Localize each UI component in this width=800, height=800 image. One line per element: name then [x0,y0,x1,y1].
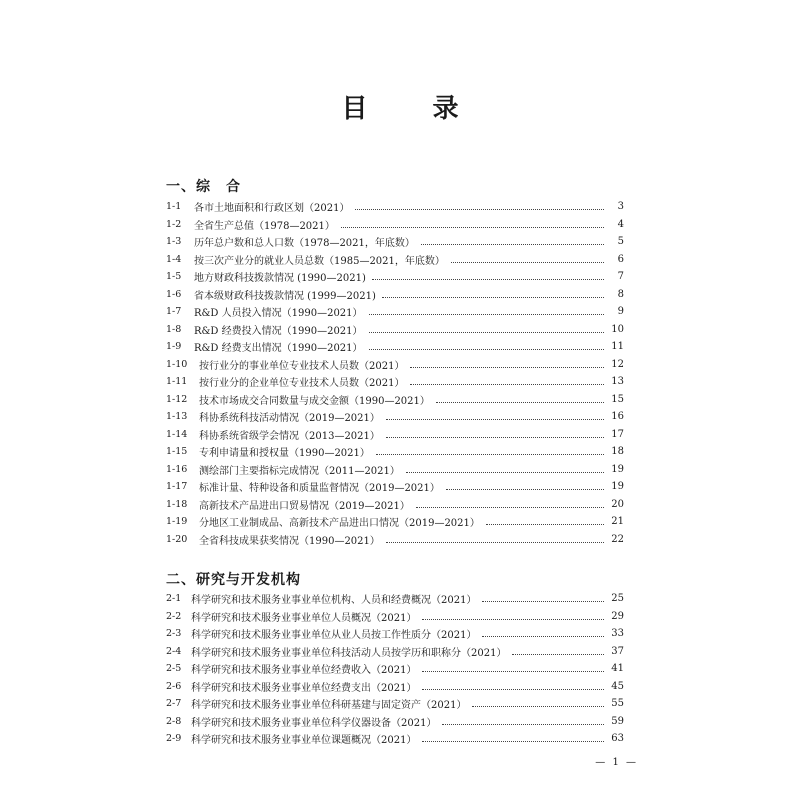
toc-entry-number: 1-14 [166,428,188,440]
toc-entry-number: 2-6 [166,680,182,692]
toc-entry-number: 1-6 [166,288,182,300]
toc-entry-page-number: 9 [617,306,624,318]
toc-entry-number: 1-19 [166,516,188,528]
toc-entry[interactable] [166,198,624,216]
dot-leader [482,626,604,637]
toc-entry-page-number: 7 [617,271,624,283]
dot-leader [446,479,604,490]
dot-leader [436,392,604,403]
dot-leader [482,591,604,602]
toc-entry-number: 1-20 [166,533,188,545]
toc-entry[interactable] [166,730,624,748]
toc-entry-number: 2-5 [166,663,182,675]
toc-entry-page-number: 25 [611,593,624,605]
dot-leader [341,217,604,228]
toc-entry-page-number: 15 [611,393,624,405]
dot-leader [406,462,604,473]
toc-entry-number: 1-16 [166,463,188,475]
toc-entry-title: 各市土地面积和行政区划（2021） [194,203,350,215]
toc-entry-title: 科学研究和技术服务业事业单位科学仪器设备（2021） [191,717,437,729]
toc-entry[interactable] [166,268,624,286]
dot-leader [422,731,604,742]
toc-entry[interactable] [166,590,624,608]
dot-leader [416,497,604,508]
toc-entry[interactable] [166,391,624,409]
dot-leader [422,661,604,672]
dot-leader [421,234,604,245]
toc-entry-number: 2-1 [166,593,182,605]
toc-entry-title: 分地区工业制成品、高新技术产品进出口情况（2019—2021） [199,518,480,530]
dot-leader [382,287,604,298]
toc-entry-number: 1-5 [166,271,182,283]
toc-entry-number: 1-10 [166,358,188,370]
toc-entry-page-number: 63 [611,733,624,745]
dot-leader [372,269,604,280]
toc-entry-title: 科学研究和技术服务业事业单位科研基建与固定资产（2021） [191,700,467,712]
toc-entry-page-number: 17 [611,428,624,440]
toc-entry-page-number: 8 [617,288,624,300]
dot-leader [410,357,604,368]
toc-entry-title: 科学研究和技术服务业事业单位人员概况（2021） [191,612,417,624]
dot-leader [442,714,604,725]
toc-entry[interactable] [166,356,624,374]
toc-entry-page-number: 45 [611,680,624,692]
dot-leader [386,532,604,543]
toc-entry-page-number: 21 [611,516,624,528]
toc-entry-page-number: 4 [617,218,624,230]
toc-entry-title: 专利申请量和授权量（1990—2021） [199,448,370,460]
toc-entry-title: R&D 人员投入情况（1990—2021） [194,308,363,320]
dot-leader [376,444,604,455]
toc-list-section-2 [166,590,624,748]
toc-entry-page-number: 37 [611,645,624,657]
toc-entry-page-number: 11 [611,341,624,353]
toc-entry[interactable] [166,233,624,251]
page-title: 目 录 [341,94,487,124]
toc-entry-number: 1-13 [166,411,188,423]
toc-entry-number: 1-12 [166,393,188,405]
toc-entry-number: 1-3 [166,236,182,248]
toc-entry-title: 全省科技成果获奖情况（1990—2021） [199,535,380,547]
toc-entry-title: 科学研究和技术服务业事业单位科技活动人员按学历和职称分（2021） [191,647,507,659]
toc-entry[interactable] [166,251,624,269]
toc-entry-title: 科学研究和技术服务业事业单位经费支出（2021） [191,682,417,694]
section-heading-2: 二、研究与开发机构 [166,572,301,588]
page-number-footer: — 1 — [595,757,638,768]
dot-leader [422,609,604,620]
toc-entry[interactable] [166,408,624,426]
toc-entry-title: 高新技术产品进出口贸易情况（2019—2021） [199,500,410,512]
toc-entry[interactable] [166,695,624,713]
dot-leader [369,304,604,315]
dot-leader [410,374,604,385]
toc-entry[interactable] [166,303,624,321]
section-heading-1: 一、综 合 [166,179,241,195]
dot-leader [512,644,604,655]
toc-entry-title: 科协系统省级学会情况（2013—2021） [199,430,380,442]
toc-entry[interactable] [166,216,624,234]
toc-entry-number: 1-18 [166,498,188,510]
toc-entry-page-number: 41 [611,663,624,675]
toc-entry-page-number: 16 [611,411,624,423]
toc-entry-page-number: 19 [611,481,624,493]
toc-entry-title: 按三次产业分的就业人员总数（1985—2021，年底数） [194,255,445,267]
toc-entry-number: 1-1 [166,201,182,213]
dot-leader [451,252,604,263]
toc-entry[interactable] [166,478,624,496]
toc-entry-number: 2-8 [166,715,182,727]
toc-entry-page-number: 29 [611,610,624,622]
toc-entry-number: 2-4 [166,645,182,657]
toc-entry-title: 按行业分的企业单位专业技术人员数（2021） [199,378,405,390]
dot-leader [486,514,604,525]
toc-entry-title: 科学研究和技术服务业事业单位机构、人员和经费概况（2021） [191,595,477,607]
toc-entry-title: 技术市场成交合同数量与成交金额（1990—2021） [199,395,430,407]
toc-entry-page-number: 20 [611,498,624,510]
toc-entry-title: 历年总户数和总人口数（1978—2021，年底数） [194,238,415,250]
toc-entry-page-number: 3 [617,201,624,213]
toc-entry-number: 2-3 [166,628,182,640]
toc-entry-number: 1-9 [166,341,182,353]
toc-entry[interactable] [166,678,624,696]
toc-entry-number: 2-7 [166,698,182,710]
toc-entry[interactable] [166,373,624,391]
toc-entry-page-number: 6 [617,253,624,265]
dot-leader [422,679,604,690]
toc-entry-title: R&D 经费投入情况（1990—2021） [194,325,363,337]
dot-leader [386,409,604,420]
toc-entry-title: 地方财政科技拨款情况 (1990—2021) [194,273,366,285]
toc-entry-title: 全省生产总值（1978—2021） [194,220,335,232]
toc-entry[interactable] [166,531,624,549]
toc-entry-number: 1-4 [166,253,182,265]
toc-entry[interactable] [166,713,624,731]
toc-entry-number: 2-9 [166,733,182,745]
toc-entry[interactable] [166,660,624,678]
toc-entry[interactable] [166,643,624,661]
toc-entry[interactable] [166,426,624,444]
toc-entry-title: 标准计量、特种设备和质量监督情况（2019—2021） [199,483,440,495]
toc-entry-number: 1-15 [166,446,188,458]
dot-leader [472,696,604,707]
toc-entry-number: 1-17 [166,481,188,493]
dot-leader [369,339,604,350]
toc-entry[interactable] [166,286,624,304]
toc-entry[interactable] [166,443,624,461]
toc-entry-number: 1-11 [166,376,188,388]
toc-entry-page-number: 10 [611,323,624,335]
toc-entry-page-number: 59 [611,715,624,727]
toc-entry[interactable] [166,513,624,531]
toc-entry-number: 1-2 [166,218,182,230]
toc-entry-page-number: 12 [611,358,624,370]
toc-entry-title: 按行业分的事业单位专业技术人员数（2021） [199,360,405,372]
dot-leader [369,322,604,333]
toc-entry[interactable] [166,461,624,479]
toc-entry-title: 省本级财政科技拨款情况 (1999—2021) [194,290,376,302]
toc-entry-page-number: 55 [611,698,624,710]
toc-entry[interactable] [166,496,624,514]
toc-entry-title: 测绘部门主要指标完成情况（2011—2021） [199,465,400,477]
toc-list-section-1 [166,198,624,548]
toc-entry-number: 1-8 [166,323,182,335]
toc-entry-page-number: 19 [611,463,624,475]
toc-entry-title: 科学研究和技术服务业事业单位从业人员按工作性质分（2021） [191,630,477,642]
toc-entry-page-number: 5 [617,236,624,248]
toc-entry[interactable] [166,625,624,643]
toc-entry[interactable] [166,338,624,356]
toc-entry-number: 2-2 [166,610,182,622]
toc-entry-page-number: 22 [611,533,624,545]
toc-entry-title: 科学研究和技术服务业事业单位课题概况（2021） [191,735,417,747]
toc-entry-page-number: 13 [611,376,624,388]
dot-leader [386,427,604,438]
toc-entry-title: R&D 经费支出情况（1990—2021） [194,343,363,355]
toc-entry-number: 1-7 [166,306,182,318]
toc-entry-page-number: 18 [611,446,624,458]
toc-entry-title: 科协系统科技活动情况（2019—2021） [199,413,380,425]
toc-entry-page-number: 33 [611,628,624,640]
toc-entry[interactable] [166,608,624,626]
dot-leader [355,199,604,210]
toc-entry-title: 科学研究和技术服务业事业单位经费收入（2021） [191,665,417,677]
toc-entry[interactable] [166,321,624,339]
